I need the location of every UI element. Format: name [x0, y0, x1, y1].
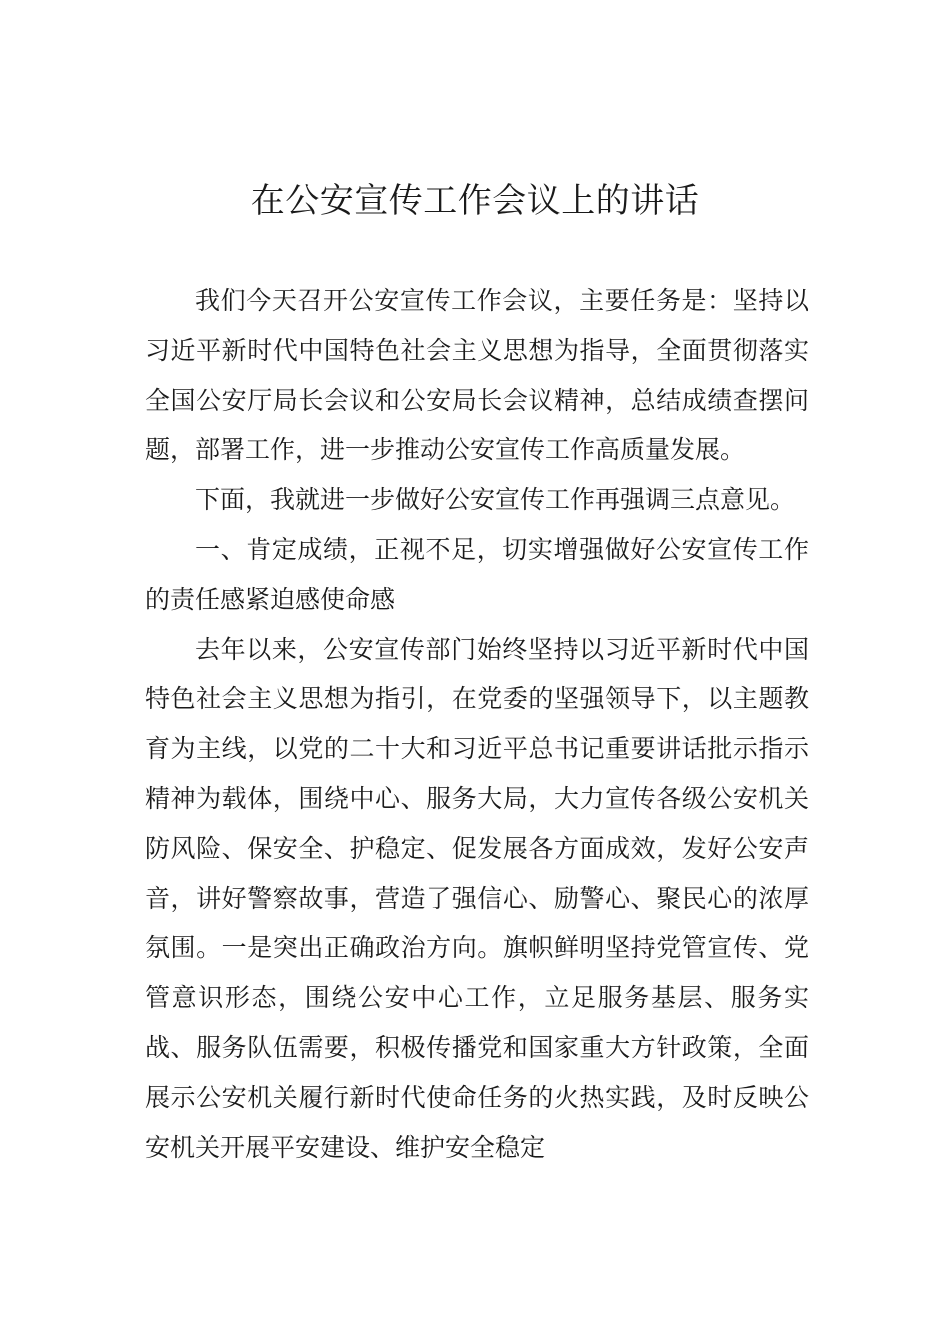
document-title: 在公安宣传工作会议上的讲话 [250, 181, 700, 221]
paragraph-achievements: 去年以来，公安宣传部门始终坚持以习近平新时代中国特色社会主义思想为指引，在党委的坚强领导下，以主题教育为主线，以党的二十大和习近平总书记重要讲话批示指示精神为载体，围绕中心、服务大局，大力宣传各级公安机关防风险、保安全、护稳定、促发展各方面成效，发好公安声音，讲好警察故事，营造了强信心、励警心、聚民心的浓厚氛围。一是突出正确政治方向。旗帜鲜明坚持党管宣传、党管意识形态，围绕公安中心工作，立足服务基层、服务实战、服务队伍需要，积极传播党和国家重大方针政策，全面展示公安机关履行新时代使命任务的火热实践，及时反映公安机关开展平安建设、维护安全稳定 [145, 634, 809, 1162]
paragraph-transition: 下面，我就进一步做好公安宣传工作再强调三点意见。 [195, 485, 796, 515]
document-body [145, 276, 809, 1172]
paragraph-intro: 我们今天召开公安宣传工作会议，主要任务是：坚持以习近平新时代中国特色社会主义思想为指导，全面贯彻落实全国公安厅局长会议和公安局长会议精神，总结成绩查摆问题，部署工作，进一步推动公安宣传工作高质量发展。 [145, 286, 809, 465]
section-heading-1: 一、肯定成绩，正视不足，切实增强做好公安宣传工作的责任感紧迫感使命感 [145, 534, 809, 614]
